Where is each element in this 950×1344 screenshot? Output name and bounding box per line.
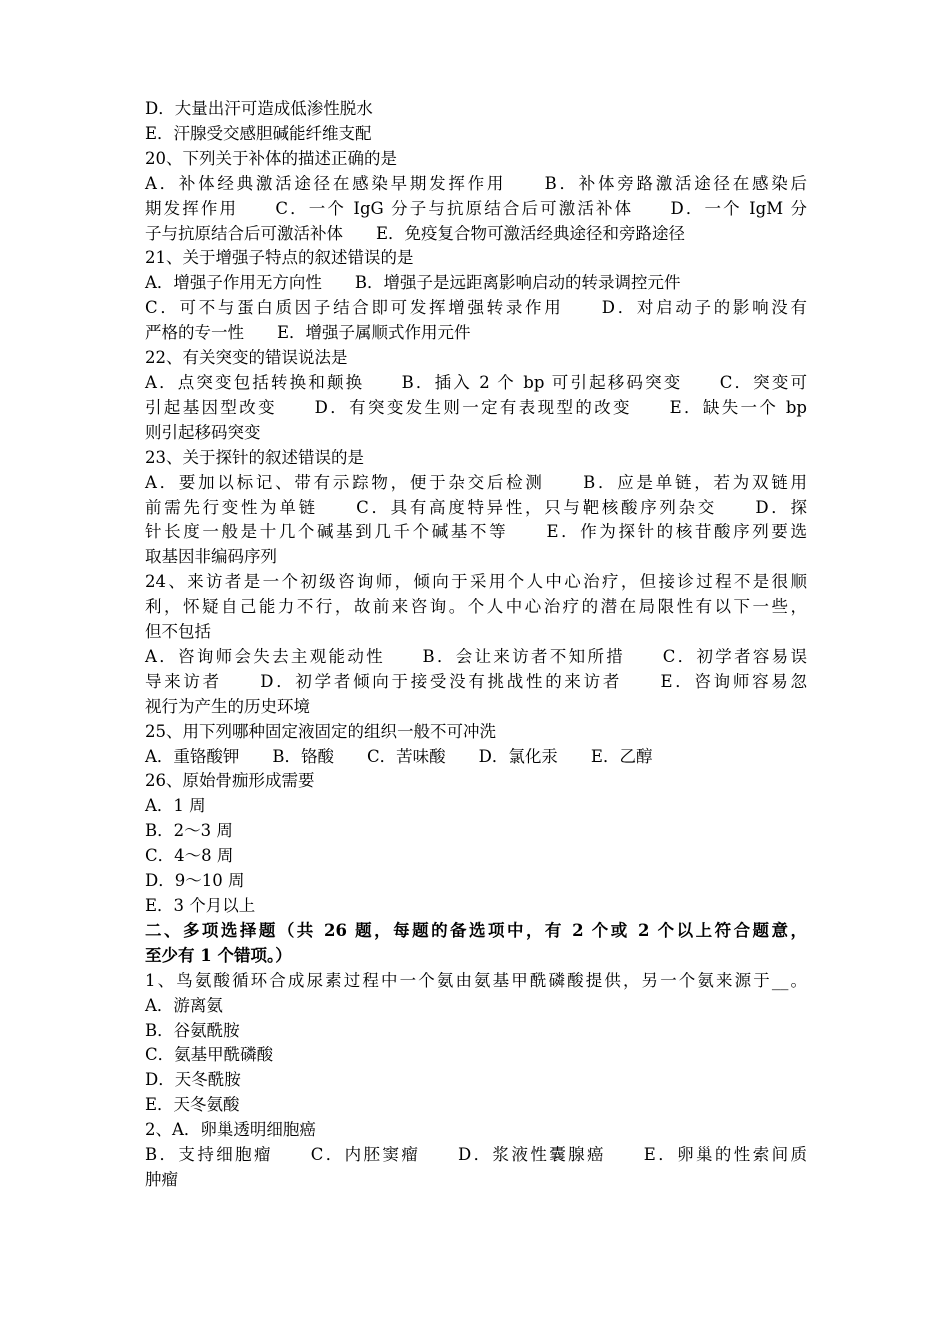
- text-line: D．大量出汗可造成低渗性脱水: [145, 99, 373, 118]
- text-line: 1、鸟氨酸循环合成尿素过程中一个氨由氨基甲酰磷酸提供，另一个氨来源于__。: [145, 970, 807, 990]
- text-line: E．天冬氨酸: [145, 1095, 240, 1115]
- text-line: A．重铬酸钾 B．铬酸 C．苦味酸 D．氯化汞 E．乙醇: [145, 746, 653, 766]
- text-line: 25、用下列哪种固定液固定的组织一般不可冲洗: [145, 721, 496, 741]
- text-line: 22、有关突变的错误说法是: [145, 348, 348, 368]
- text-line: 利，怀疑自己能力不行，故前来咨询。个人中心治疗的潜在局限性有以下一些，: [145, 597, 807, 617]
- text-line: 子与抗原结合后可激活补体 E．免疫复合物可激活经典途径和旁路途径: [145, 223, 686, 243]
- text-line: A．补体经典激活途径在感染早期发挥作用 B．补体旁路激活途径在感染后: [145, 173, 807, 193]
- text-line: 则引起移码突变: [145, 422, 261, 442]
- text-line: 但不包括: [145, 622, 211, 642]
- text-line: D．天冬酰胺: [145, 1070, 241, 1090]
- text-line: 至少有 1 个错项。）: [145, 945, 292, 965]
- text-line: A．增强子作用无方向性 B．增强子是远距离影响启动的转录调控元件: [145, 273, 681, 293]
- text-line: E．汗腺受交感胆碱能纤维支配: [145, 123, 372, 143]
- text-line: 24、来访者是一个初级咨询师，倾向于采用个人中心治疗，但接诊过程不是很顺: [145, 572, 807, 592]
- text-line: B．2～3 周: [145, 821, 233, 841]
- text-line: D．9～10 周: [145, 871, 245, 891]
- text-line: 取基因非编码序列: [145, 547, 277, 567]
- text-line: 引起基因型改变 D．有突变发生则一定有表现型的改变 E．缺失一个 bp: [145, 397, 807, 417]
- text-line: 20、下列关于补体的描述正确的是: [145, 148, 397, 168]
- text-line: 二、多项选择题（共 26 题，每题的备选项中，有 2 个或 2 个以上符合题意，: [145, 920, 807, 940]
- text-line: A．点突变包括转换和颠换 B．插入 2 个 bp 可引起移码突变 C．突变可: [145, 372, 807, 392]
- text-line: A．要加以标记、带有示踪物，便于杂交后检测 B．应是单链，若为双链用: [145, 472, 807, 492]
- text-line: 2、A．卵巢透明细胞癌: [145, 1120, 316, 1140]
- text-line: C．氨基甲酰磷酸: [145, 1045, 274, 1065]
- text-line: A．1 周: [145, 796, 206, 816]
- text-line: 严格的专一性 E．增强子属顺式作用元件: [145, 323, 471, 343]
- text-line: 21、关于增强子特点的叙述错误的是: [145, 248, 414, 268]
- text-line: 导来访者 D．初学者倾向于接受没有挑战性的来访者 E．咨询师容易忽: [145, 671, 807, 691]
- text-line: 26、原始骨痂形成需要: [145, 771, 315, 791]
- text-line: A．游离氨: [145, 995, 223, 1015]
- text-line: C．4～8 周: [145, 846, 234, 866]
- text-line: E．3 个月以上: [145, 896, 256, 915]
- text-line: 期发挥作用 C．一个 IgG 分子与抗原结合后可激活补体 D．一个 IgM 分: [145, 198, 807, 218]
- text-line: 视行为产生的历史环境: [145, 696, 310, 716]
- text-line: 针长度一般是十几个碱基到几千个碱基不等 E．作为探针的核苷酸序列要选: [145, 522, 807, 542]
- text-line: B．谷氨酰胺: [145, 1020, 240, 1040]
- document-page: [145, 97, 807, 1193]
- text-line: B．支持细胞瘤 C．内胚窦瘤 D．浆液性囊腺癌 E．卵巢的性索间质: [145, 1145, 807, 1165]
- text-line: A．咨询师会失去主观能动性 B．会让来访者不知所措 C．初学者容易误: [145, 646, 807, 666]
- text-line: 肿瘤: [145, 1169, 178, 1189]
- text-line: 23、关于探针的叙述错误的是: [145, 447, 364, 467]
- text-line: 前需先行变性为单链 C．具有高度特异性，只与靶核酸序列杂交 D．探: [145, 497, 807, 517]
- text-line: C．可不与蛋白质因子结合即可发挥增强转录作用 D．对启动子的影响没有: [145, 298, 807, 318]
